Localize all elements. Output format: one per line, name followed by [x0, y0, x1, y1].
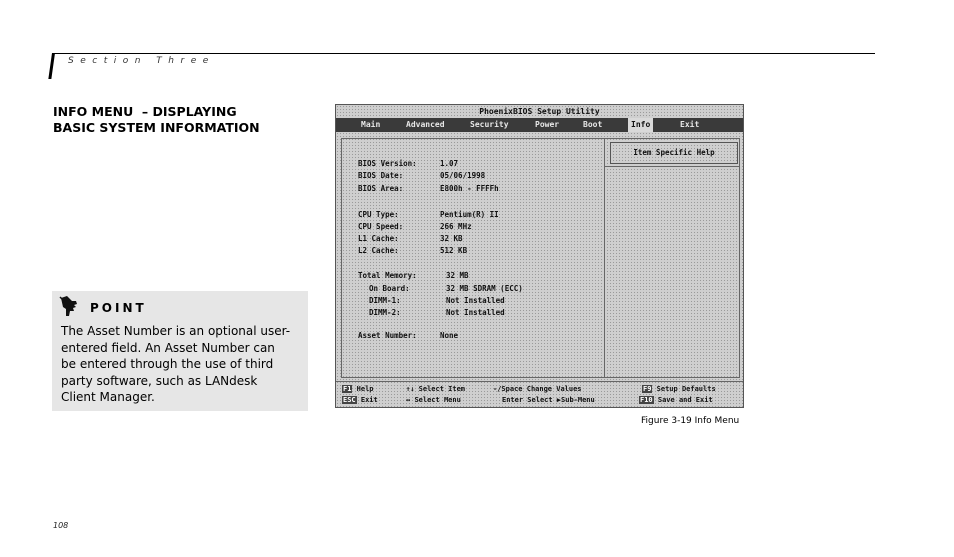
section-label: Section Three	[68, 56, 215, 66]
bios-menu-info[interactable]: Info	[628, 118, 653, 132]
bios-help-box	[610, 142, 738, 164]
bios-label: BIOS Area:	[358, 184, 404, 193]
bios-panel-divider	[604, 139, 605, 377]
bios-value: 32 MB	[446, 271, 469, 280]
point-text-line: party software, such as LANdesk	[61, 373, 258, 388]
bios-value: 1.07	[440, 159, 459, 168]
bios-label: BIOS Date:	[358, 171, 404, 180]
heading-line-2: BASIC SYSTEM INFORMATION	[53, 120, 260, 135]
bios-key-action: Change Values	[526, 385, 582, 393]
bios-value: 32 KB	[440, 234, 463, 243]
bios-screenshot	[335, 104, 744, 408]
bios-menu-power[interactable]: Power	[535, 120, 560, 129]
bios-footer-item	[639, 396, 713, 405]
bios-key: F9	[643, 385, 652, 393]
bios-menu-security[interactable]: Security	[470, 120, 509, 129]
bios-label: L1 Cache:	[358, 234, 399, 243]
bios-footer-item	[342, 385, 374, 394]
bios-label: L2 Cache:	[358, 246, 399, 255]
page-heading	[53, 104, 303, 136]
bios-footer-item	[342, 396, 378, 405]
bios-value: E800h - FFFFh	[440, 184, 499, 193]
bios-help-title: Item Specific Help	[633, 148, 715, 157]
bios-footer-item	[642, 385, 716, 394]
bios-label[interactable]: Asset Number:	[358, 331, 417, 340]
bios-title: PhoenixBIOS Setup Utility	[479, 107, 600, 116]
heading-line-1: INFO MENU – DISPLAYING	[53, 104, 237, 119]
header-rule	[52, 53, 875, 54]
point-text-line: be entered through the use of third	[61, 357, 274, 371]
point-title: POINT	[90, 301, 147, 315]
header-tick	[48, 53, 55, 79]
bios-footer-item	[406, 396, 461, 405]
bios-value: 266 MHz	[440, 222, 472, 231]
asset-number-value[interactable]: None	[440, 331, 459, 340]
bios-key-action: Select ▶Sub-Menu	[527, 396, 595, 404]
point-text	[61, 323, 303, 406]
bios-value: Not Installed	[446, 296, 505, 305]
point-text-line: The Asset Number is an optional user-	[61, 324, 291, 338]
bios-footer-item	[493, 385, 582, 394]
point-callout	[52, 291, 308, 411]
bios-menubar	[336, 118, 743, 132]
bios-key: ↑↓	[406, 385, 415, 393]
bios-key: F1	[343, 385, 352, 393]
bios-key: -/Space	[493, 385, 523, 393]
bios-label: BIOS Version:	[358, 159, 417, 168]
bios-key-action: Select Menu	[414, 396, 461, 404]
bios-key-action: Setup Defaults	[656, 385, 716, 393]
bios-key: ESC	[343, 396, 356, 404]
bios-value: Pentium(R) II	[440, 210, 499, 219]
bios-key-action: Save and Exit	[657, 396, 713, 404]
page-number: 108	[53, 521, 69, 530]
pointing-hand-icon	[58, 295, 80, 317]
bios-menu-boot[interactable]: Boot	[583, 120, 603, 129]
point-text-line: Client Manager.	[61, 390, 155, 404]
bios-menu-main[interactable]: Main	[361, 120, 381, 129]
bios-key: Enter	[502, 396, 524, 404]
bios-value: 05/06/1998	[440, 171, 486, 180]
bios-label: CPU Type:	[358, 210, 399, 219]
bios-menu-advanced[interactable]: Advanced	[406, 120, 445, 129]
bios-label: On Board:	[369, 284, 410, 293]
figure-caption: Figure 3-19 Info Menu	[641, 416, 740, 426]
bios-key-action: Help	[356, 385, 374, 393]
bios-footer-item	[502, 396, 595, 405]
bios-key: F10	[640, 396, 653, 404]
bios-label: Total Memory:	[358, 271, 417, 280]
bios-label: CPU Speed:	[358, 222, 404, 231]
bios-label: DIMM-2:	[369, 308, 401, 317]
bios-key: ↔	[406, 396, 411, 404]
bios-help-separator	[605, 166, 739, 167]
bios-label: DIMM-1:	[369, 296, 401, 305]
bios-key-action: Exit	[360, 396, 378, 404]
bios-menu-exit[interactable]: Exit	[680, 120, 700, 129]
bios-value: Not Installed	[446, 308, 505, 317]
bios-info-panel	[341, 138, 740, 378]
bios-key-action: Select Item	[418, 385, 466, 393]
bios-value: 512 KB	[440, 246, 468, 255]
bios-footer-item	[406, 385, 465, 394]
bios-value: 32 MB SDRAM (ECC)	[446, 284, 523, 293]
point-text-line: entered field. An Asset Number can	[61, 340, 275, 355]
bios-key-legend	[336, 381, 743, 408]
